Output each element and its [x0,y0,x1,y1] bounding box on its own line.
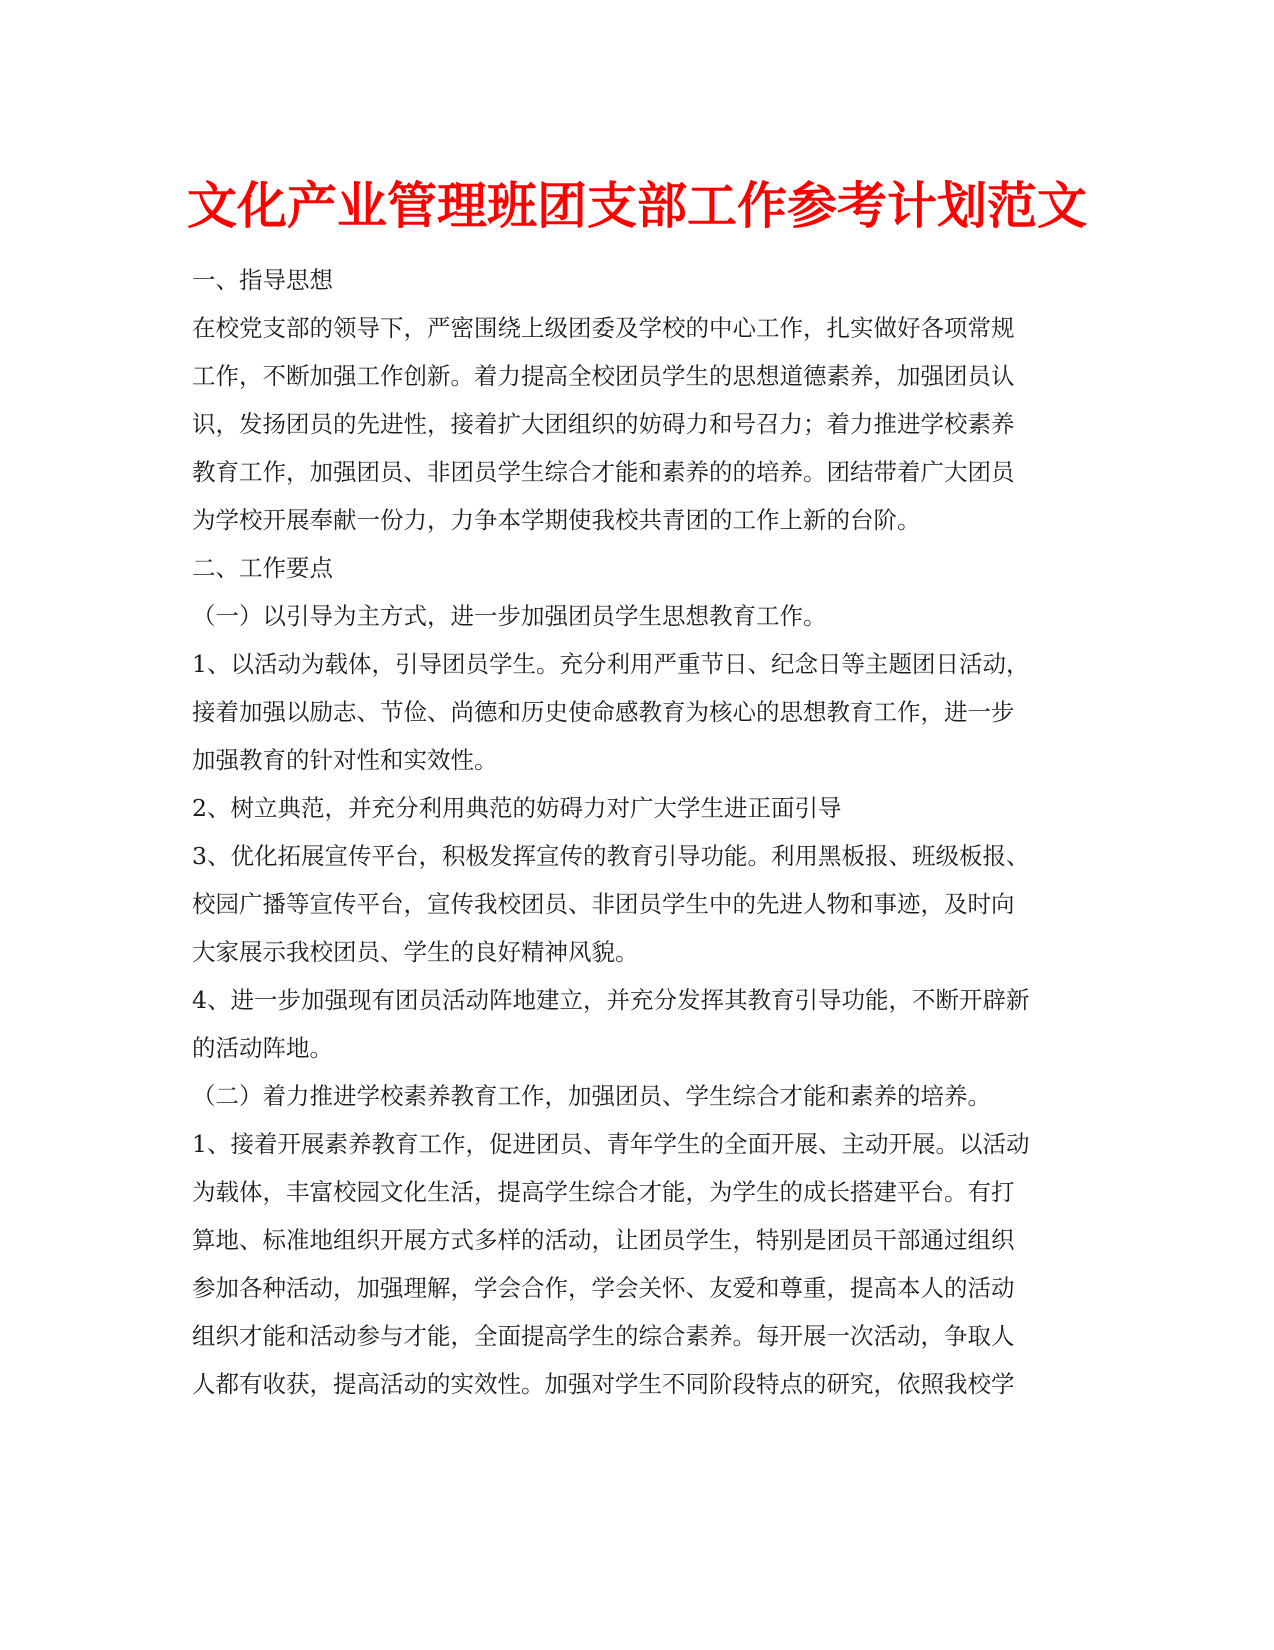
paragraph-line: 1、接着开展素养教育工作，促进团员、青年学生的全面开展、主动开展。以活动 [192,1130,1030,1158]
paragraph-line: 的活动阵地。 [192,1034,333,1062]
paragraph-line: 3、优化拓展宣传平台，积极发挥宣传的教育引导功能。利用黑板报、班级板报、 [192,842,1030,870]
paragraph-line: 参加各种活动，加强理解，学会合作，学会关怀、友爱和尊重，提高本人的活动 [192,1274,1015,1302]
paragraph-line: 大家展示我校团员、学生的良好精神风貌。 [192,938,639,966]
paragraph-line: 为载体，丰富校园文化生活，提高学生综合才能，为学生的成长搭建平台。有打 [192,1178,1015,1206]
document-title: 文化产业管理班团支部工作参考计划范文 [187,177,1087,235]
heading-guiding-ideology: 一、指导思想 [192,266,333,294]
paragraph-line: 加强教育的针对性和实效性。 [192,746,498,774]
paragraph-line: 算地、标准地组织开展方式多样的活动，让团员学生，特别是团员干部通过组织 [192,1226,1015,1254]
paragraph-line: 校园广播等宣传平台，宣传我校团员、非团员学生中的先进人物和事迹，及时向 [192,890,1015,918]
subheading-one: （一）以引导为主方式，进一步加强团员学生思想教育工作。 [192,602,827,630]
paragraph-line: 组织才能和活动参与才能，全面提高学生的综合素养。每开展一次活动，争取人 [192,1322,1015,1350]
paragraph-line: 4、进一步加强现有团员活动阵地建立，并充分发挥其教育引导功能，不断开辟新 [192,986,1030,1014]
heading-work-points: 二、工作要点 [192,554,333,582]
paragraph-line: 2、树立典范，并充分利用典范的妨碍力对广大学生进正面引导 [192,794,842,822]
subheading-two: （二）着力推进学校素养教育工作，加强团员、学生综合才能和素养的培养。 [192,1082,991,1110]
paragraph-line: 工作，不断加强工作创新。着力提高全校团员学生的思想道德素养，加强团员认 [192,362,1015,390]
paragraph-line: 接着加强以励志、节俭、尚德和历史使命感教育为核心的思想教育工作，进一步 [192,698,1015,726]
paragraph-line: 1、以活动为载体，引导团员学生。充分利用严重节日、纪念日等主题团日活动， [192,650,1030,678]
paragraph-line: 识，发扬团员的先进性，接着扩大团组织的妨碍力和号召力；着力推进学校素养 [192,410,1015,438]
paragraph-line: 人都有收获，提高活动的实效性。加强对学生不同阶段特点的研究，依照我校学 [192,1370,1015,1398]
paragraph-line: 为学校开展奉献一份力，力争本学期使我校共青团的工作上新的台阶。 [192,506,921,534]
paragraph-line: 在校党支部的领导下，严密围绕上级团委及学校的中心工作，扎实做好各项常规 [192,314,1015,342]
paragraph-line: 教育工作，加强团员、非团员学生综合才能和素养的的培养。团结带着广大团员 [192,458,1015,486]
document-body [192,256,1082,1408]
